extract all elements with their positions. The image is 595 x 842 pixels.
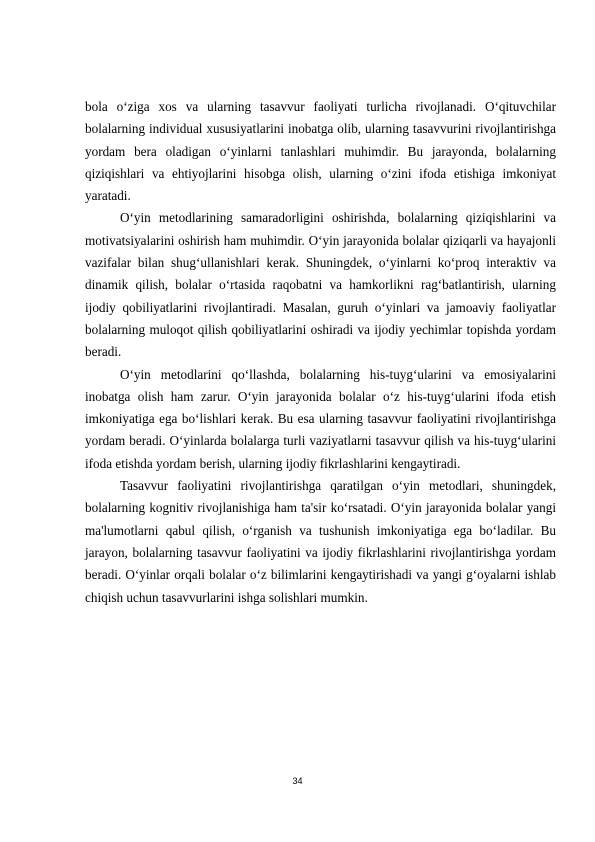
- paragraph: O‘yin metodlarini qo‘llashda, bolalarning his-tuyg‘ularini va emosiyalarini inobatga olish ham zarur. O‘yin jarayonida bolalar o‘z his-tuyg‘ularini ifoda etish imkoniyatiga ega bo‘lishlari kerak. Bu esa ularning tasavvur faoliyatini rivojlantirishga yordam beradi. O‘yinlarda bolalarga turli vaziyatlarni tasavvur qilish va his-tuyg‘ularini ifoda etishda yordam berish, ularning ijodiy fikrlashlarini kengaytiradi.: [85, 366, 556, 471]
- paragraph-continuation: bola o‘ziga xos va ularning tasavvur faoliyati turlicha rivojlanadi. O‘qituvchilar bolalarning individual xususiyatlarini inobatga olib, ularning tasavvurini rivojlantirishga yordam bera oladigan o‘yinlarni tanlashlari muhimdir. Bu jarayonda, bolalarning qiziqishlari va ehtiyojlarini hisobga olish, ularning o‘zini ifoda etishiga imkoniyat yaratadi.: [85, 99, 556, 204]
- page-number: 34: [292, 776, 303, 786]
- page-body: [85, 96, 556, 609]
- paragraph: O‘yin metodlarining samaradorligini oshirishda, bolalarning qiziqishlarini va motivatsiyalarini oshirish ham muhimdir. O‘yin jarayonida bolalar qiziqarli va hayajonli vazifalar bilan shug‘ullanishlari kerak. Shuningdek, o‘yinlarni ko‘proq interaktiv va dinamik qilish, bolalar o‘rtasida raqobatni va hamkorlikni rag‘batlantirish, ularning ijodiy qobiliyatlarini rivojlantiradi. Masalan, guruh o‘yinlari va jamoaviy faoliyatlar bolalarning muloqot qilish qobiliyatlarini oshiradi va ijodiy yechimlar topishda yordam beradi.: [85, 210, 556, 360]
- paragraph: Tasavvur faoliyatini rivojlantirishga qaratilgan o‘yin metodlari, shuningdek, bolalarning kognitiv rivojlanishiga ham ta'sir ko‘rsatadi. O‘yin jarayonida bolalar yangi ma'lumotlarni qabul qilish, o‘rganish va tushunish imkoniyatiga ega bo‘ladilar. Bu jarayon, bolalarning tasavvur faoliyatini va ijodiy fikrlashlarini rivojlantirishga yordam beradi. O‘yinlar orqali bolalar o‘z bilimlarini kengaytirishadi va yangi g‘oyalarni ishlab chiqish uchun tasavvurlarini ishga solishlari mumkin.: [85, 478, 556, 605]
